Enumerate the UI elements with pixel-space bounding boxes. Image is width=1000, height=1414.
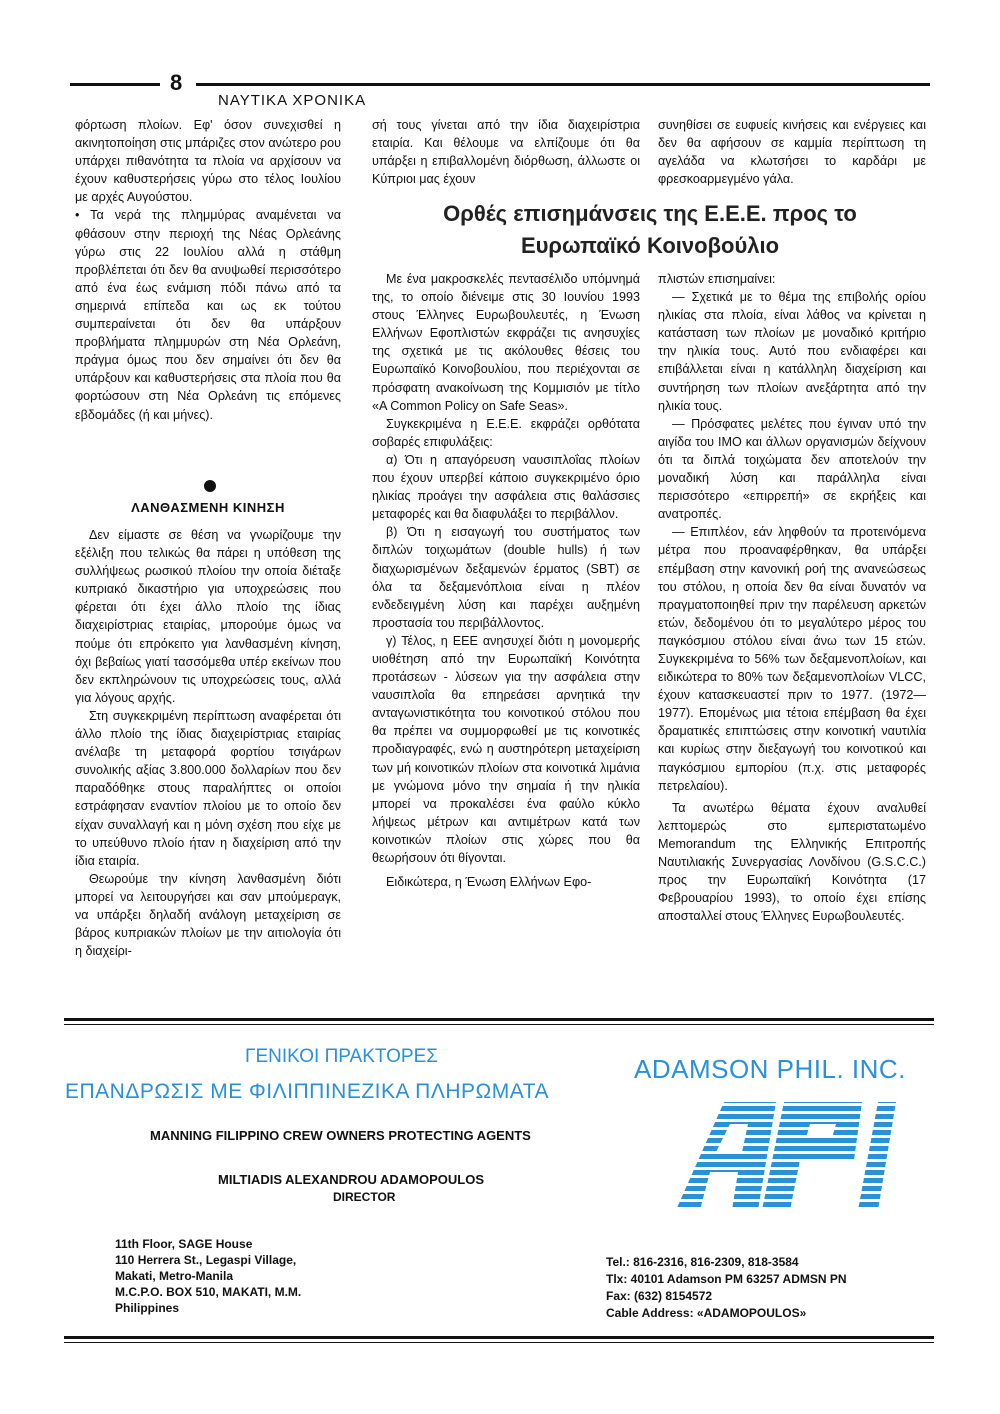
divider-rule: [64, 1018, 934, 1021]
logo-letter-i: [858, 1102, 896, 1210]
paragraph: συνηθίσει σε ευφυείς κινήσεις και ενέργειες και δεν θα αφήσουν σε καμμία περίπτωση τη αγελάδα να κλωτσήσει το καρδάρι με φρεσκοαρμεγμένο γάλα.: [658, 118, 926, 187]
api-logo-icon: [666, 1098, 898, 1214]
header-rule-left: [70, 83, 160, 86]
ad-director-role: DIRECTOR: [333, 1190, 396, 1204]
column-1: [75, 116, 341, 424]
divider-rule: [64, 1342, 934, 1343]
column-2-top: [372, 116, 640, 188]
paragraph: φόρτωση πλοίων. Εφ' όσον συνεχισθεί η ακινητοποίηση στις μπάριζες στον ανώτερο ρου υπάρχει πιθανότητα τα πλοία να αρχίσουν να έχουν καθυστερήσεις γύρω στο τέλος Ιουλίου με αρχές Αυγούστου.: [75, 118, 341, 205]
ad-manning-greek: ΕΠΑΝΔΡΩΣΙΣ ΜΕ ΦΙΛΙΠΠΙΝΕΖΙΚΑ ΠΛΗΡΩΜΑΤΑ: [65, 1080, 549, 1103]
headline-line: Ευρωπαϊκό Κοινοβούλιο: [520, 233, 780, 258]
paragraph: — Επιπλέον, εάν ληφθούν τα προτεινόμενα μέτρα που προαναφέρθηκαν, θα υπάρξει επέμβαση στην κανονική ροή της ανανεώσεως του στόλου, η οποία δεν θα είναι δυνατόν να πραγματοποιηθεί πριν την παρέλευση αρκετών ετών, δεδομένου ότι το μεγαλύτερο μέρος του παγκόσμιου στόλου είναι άνω των 15 ετών. Συγκεκριμένα το 56% των δεξαμενοπλοίων, και ειδικώτερα το 80% των δεξαμενοπλοίων VLCC, έχουν κατασκευαστεί πριν το 1977. (1972—1977). Επομένως μια τέτοια επέμβαση θα έχει δραματικές επιπτώσεις στην κοινοτική ναυτιλία και κυρίως στην διεξαγωγή του κοινοτικού και παγκόσμιου εμπορίου (π.χ. στις μεταφορές πετρελαίου).: [658, 525, 926, 793]
column-3-top: [658, 116, 926, 188]
paragraph: — Πρόσφατες μελέτες που έγιναν υπό την αιγίδα του ΙΜΟ και άλλων οργανισμών δείχνουν ότι τα διπλά τοιχώματα δεν αποτελούν την μοναδική λύση και παράλληλα είναι περισσότερο «επιρρεπή» σε εκρήξεις και ανατροπές.: [658, 416, 926, 522]
contact-line: Cable Address: «ADAMOPOULOS»: [606, 1306, 807, 1320]
article-headline: [380, 198, 920, 262]
logo-letter-p: [762, 1102, 862, 1210]
paragraph: Θεωρούμε την κίνηση λανθασμένη διότι μπορεί να λειτουργήσει και σαν μπούμεραγκ, να υπάρξει δηλαδή ανάλογη μεταχείριση σε βάρος κυπριακών πλοίων με την αιτιολογία ότι η διαχείρι-: [75, 871, 341, 959]
headline-line: Ορθές επισημάνσεις της Ε.Ε.Ε. προς το: [443, 201, 857, 226]
logo-letter-a: [676, 1102, 776, 1210]
address-line: M.C.P.O. BOX 510, MAKATI, M.M.: [115, 1285, 302, 1299]
contact-line: Tel.: 816-2316, 816-2309, 818-3584: [606, 1255, 799, 1269]
paragraph: Συγκεκριμένα η Ε.Ε.Ε. εκφράζει ορθότατα σοβαρές επιφυλάξεις:: [372, 416, 640, 449]
divider-rule: [64, 1336, 934, 1339]
ad-contact: [606, 1254, 847, 1322]
paragraph: • Τα νερά της πλημμύρας αναμένεται να φθάσουν στην περιοχή της Νέας Ορλεάνης γύρω στις 22 Ιουλίου αλλά η στάθμη προβλέπεται ότι δεν θα ανυψωθεί περισσότερο από ένα έως ενάμιση πόδι πάνω από τα σημερινά επίπεδα και ως εκ τούτου συμπεραίνεται ότι δεν θα υπάρξουν προβλήματα πλημμυρών στη Νέα Ορλεάνη, πράγμα όμως που δεν σημαίνει ότι δεν θα υπάρξουν και καθυστερήσεις στα πλοία που θα φορτώσουν στη Νέα Ορλεάνη τις επόμενες εβδομάδες (ή και μήνες).: [75, 208, 341, 422]
contact-line: Fax: (632) 8154572: [606, 1289, 713, 1303]
publication-title: ΝΑΥΤΙΚΑ ΧΡΟΝΙΚΑ: [218, 92, 367, 109]
paragraph: Στη συγκεκριμένη περίπτωση αναφέρεται ότι άλλο πλοίο της ίδιας διαχειρίστριας εταιρίας ανέλαβε τη μεταφορά φορτίου τσιγάρων συνολικής αξίας 3.800.000 δολλαρίων που δεν παραδόθηκε στους παραλήπτες οι οποίοι εστράφησαν εναντίον πλοίου με το οποίο δεν είχαν συναλλαγή και η μόνη σχέση που είχε με το υπεύθυνο πλοίο ήταν η διαχείριση από την ίδια εταιρία.: [75, 708, 341, 868]
ad-general-agents: ΓΕΝΙΚΟΙ ΠΡΑΚΤΟΡΕΣ: [245, 1046, 439, 1067]
header-rule-right: [196, 83, 930, 86]
ad-address: [115, 1236, 301, 1316]
paragraph: γ) Τέλος, η ΕΕΕ ανησυχεί διότι η μονομερής υιοθέτηση από την Ευρωπαϊκή Κοινότητα προτάσεων - λύσεων για την ασφάλεια στην ναυσιπλοΐα θα επηρεάσει αρνητικά την ανταγωνιστικότητα του κοινοτικού στόλου που θα πρέπει να συμμορφωθεί με τις κοινοτικές προδιαγραφές, ενώ η αυστηρότερη μεταχείριση των μή κοινοτικών πλοίων στα κοινοτικά λιμάνια με γνώμονα μόνο την σημαία ή την ηλικία μπορεί να προκαλέσει ένα φαύλο κύκλο λήψεως μέτρων και αντιμέτρων κατά των κοινοτικών πλοίων στις χώρες που θα θεωρήσουν ότι θίγονται.: [372, 633, 640, 865]
divider-rule: [64, 1024, 934, 1025]
address-line: 11th Floor, SAGE House: [115, 1237, 253, 1251]
article-column-3: [658, 270, 926, 925]
section-heading: ΛΑΝΘΑΣΜΕΝΗ ΚΙΝΗΣΗ: [131, 500, 285, 515]
section-bullet-icon: [204, 480, 216, 492]
paragraph: σή τους γίνεται από την ίδια διαχειρίστρια εταιρία. Και θέλουμε να ελπίζουμε ότι θα υπάρξει η επιβαλλομένη διόρθωση, άλλωστε οι Κύπριοι μας έχουν: [372, 118, 640, 187]
paragraph: πλιστών επισημαίνει:: [658, 272, 776, 286]
paragraph: — Σχετικά με το θέμα της επιβολής ορίου ηλικίας στα πλοία, είναι λάθος να κρίνεται η κατάσταση των πλοίων με μοναδικό κριτήριο την ηλικία τους. Αυτό που ενδιαφέρει και επιβάλλεται είναι η κατάλληλη διαχείριση και συντήρηση των πλοίων ανεξάρτητα από την ηλικία τους.: [658, 290, 926, 413]
page-number: 8: [170, 70, 183, 95]
address-line: Makati, Metro-Manila: [115, 1269, 234, 1283]
paragraph: β) Ότι η εισαγωγή του συστήματος των διπλών τοιχωμάτων (double hulls) ή των διαχωρισμένων δεξαμενών έρματος (SBT) σε όλα τα δεξαμενόπλοια είναι η πλέον ενδεδειγμένη λύση και παρέχει αυξημένη προστασία του περιβάλλοντος.: [372, 525, 640, 630]
paragraph: Ειδικώτερα, η Ένωση Ελλήνων Εφο-: [386, 875, 592, 890]
ad-director-name: MILTIADIS ALEXANDROU ADAMOPOULOS: [218, 1172, 485, 1187]
address-line: 110 Herrera St., Legaspi Village,: [115, 1253, 297, 1267]
paragraph: Δεν είμαστε σε θέση να γνωρίζουμε την εξέλιξη που τελικώς θα πάρει η υπόθεση της συλλήψεως ρωσικού πλοίου την οποία διέταξε κυπριακό δικαστήριο για υποχρεώσεις που φέρεται ότι έχει άλλο πλοίο της ίδιας διαχειρίστριας εταιρίας, μπορούμε όμως να πούμε ότι επρόκειτο για λανθασμένη κίνηση, όχι βεβαίως γιατί τασσόμεθα υπέρ εκείνων που δεν εκπληρώνουν τις υποχρεώσεις τους, αλλά για λόγους αρχής.: [75, 528, 341, 705]
paragraph: α) Ότι η απαγόρευση ναυσιπλοΐας πλοίων που έχουν υπερβεί κάποιο συγκεκριμένο όριο ηλικίας προάγει την ασφάλεια στις θαλάσσιες μεταφορές και θα διαφυλάξει το περιβάλλον.: [372, 452, 640, 522]
address-line: Philippines: [115, 1301, 180, 1315]
column-1-section: [75, 526, 341, 960]
article-column-2: [372, 270, 640, 891]
paragraph: Με ένα μακροσκελές πεντασέλιδο υπόμνημά της, το οποίο διένειμε στις 30 Ιουνίου 1993 στους Έλληνες Ευρωβουλευτές, η Ένωση Ελλήνων Εφοπλιστών εκφράζει τις ανησυχίες της σχετικά με τις ακόλουθες θέσεις του Ευρωπαϊκό Κοινοβουλίου, που περιέχονται σε πρόσφατη ανακοίνωση της Κομμισιόν με τίτλο «A Common Policy on Safe Seas».: [372, 272, 640, 413]
ad-manning-english: MANNING FILIPPINO CREW OWNERS PROTECTING AGENTS: [150, 1128, 531, 1143]
paragraph: Τα ανωτέρω θέματα έχουν αναλυθεί λεπτομερώς στο εμπεριστατωμένο Memorandum της Ελληνικής Επιτροπής Ναυτιλιακής Συνεργασίας Λονδίνου (G.S.C.C.) προς την Ευρωπαϊκή Κοινότητα (17 Φεβρουαρίου 1993), το οποίο έχει επίσης αποσταλλεί στους Έλληνες Ευρωβουλευτές.: [658, 800, 926, 924]
contact-line: Tlx: 40101 Adamson PM 63257 ADMSN PN: [606, 1272, 847, 1286]
ad-brand-name: ADAMSON PHIL. INC.: [634, 1054, 906, 1084]
